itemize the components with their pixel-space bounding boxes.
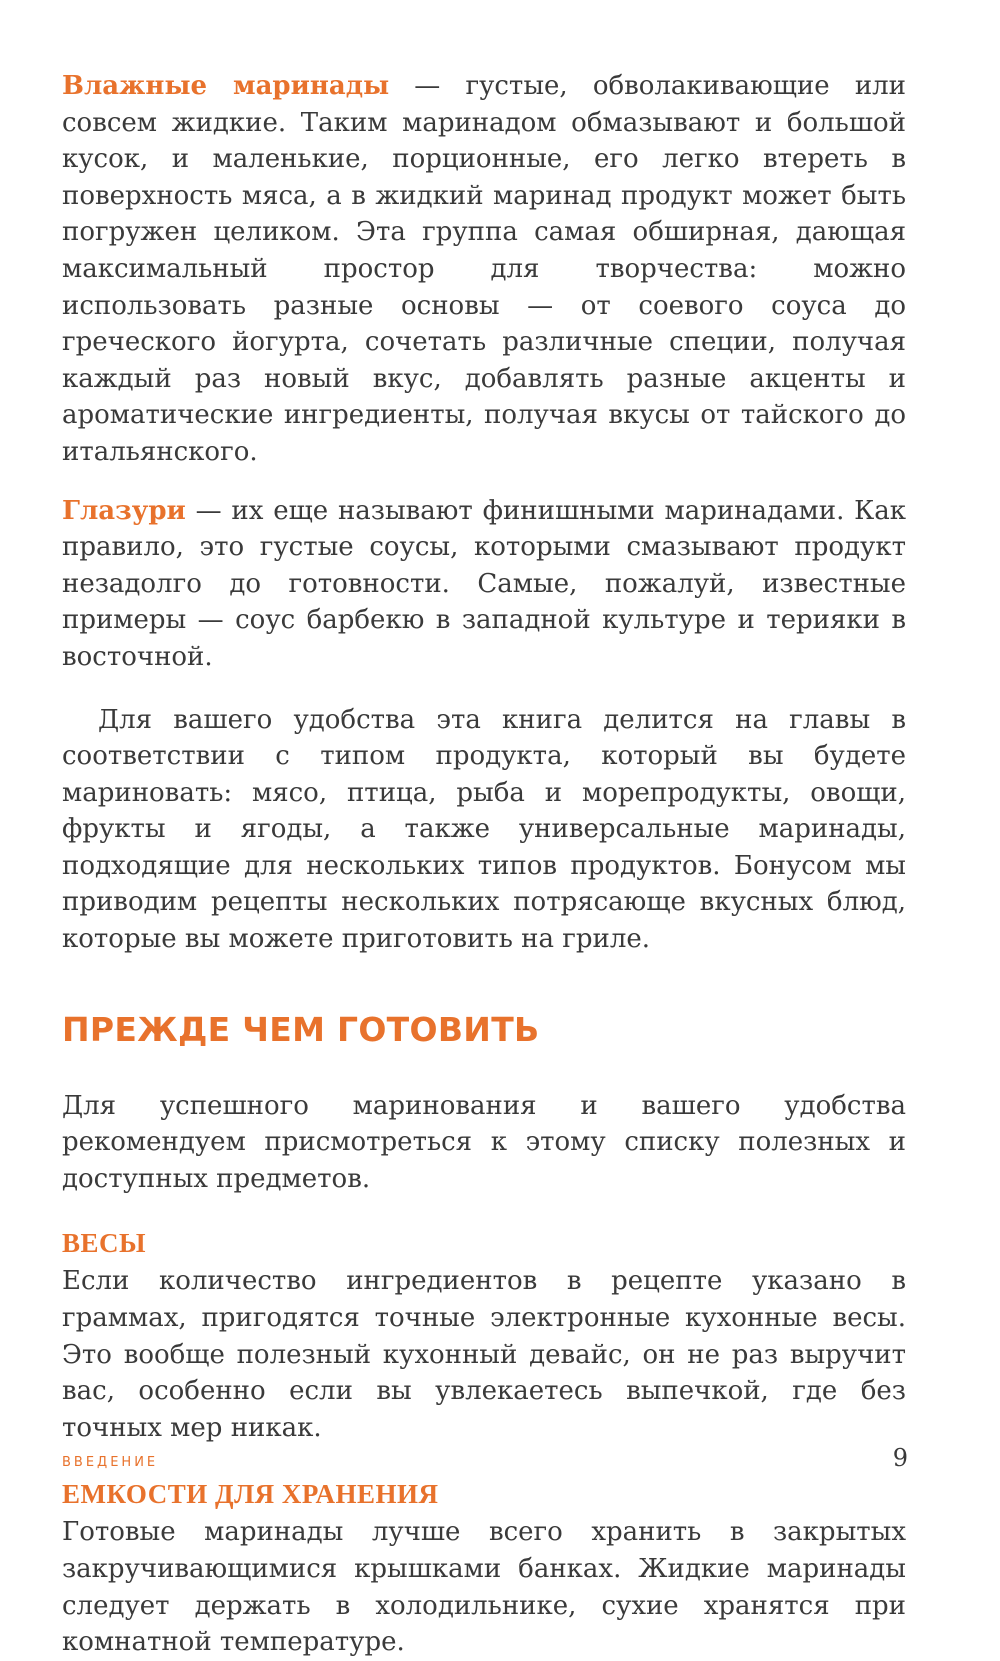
section-intro: Для успешного маринования и вашего удобства рекомендуем присмотреться к этому списку полезных и доступных предметов.: [62, 1090, 906, 1194]
scales-text: Если количество ингредиентов в рецепте указано в граммах, пригодятся точные электронные кухонные весы. Это вообще полезный кухонный девайс, он не раз выручит вас, особенно если вы увлекаетесь выпечкой, где без точных мер никак.: [62, 1266, 906, 1443]
paragraph-glazes-text: — их еще называют финишными маринадами. Как правило, это густые соусы, которыми смазывают продукт незадолго до готовности. Самые, пожалуй, известные примеры — соус барбекю в западной культуре и терияки в восточной.: [62, 495, 906, 672]
running-footer-section: ВВЕДЕНИЕ: [62, 1455, 159, 1470]
paragraph-wet-marinades-text: — густые, обволакивающие или совсем жидкие. Таким маринадом обмазывают и большой кусок, и маленькие, порционные, его легко втереть в поверхность мяса, а в жидкий маринад продукт может быть погружен целиком. Эта группа самая обширная, дающая максимальный простор для творчества: можно использовать разные основы — от соевого соуса до греческого йогурта, сочетать различные специи, получая каждый раз новый вкус, добавлять разные акценты и ароматические ингредиенты, получая вкусы от тайского до итальянского.: [62, 71, 906, 467]
subheading-scales: ВЕСЫ: [62, 1228, 147, 1259]
page-number: 9: [892, 1444, 908, 1472]
page-content: [62, 68, 906, 1661]
paragraph-wet-marinades: [62, 68, 906, 471]
subheading-storage: ЕМКОСТИ ДЛЯ ХРАНЕНИЯ: [62, 1479, 439, 1510]
section-title: ПРЕЖДЕ ЧЕМ ГОТОВИТЬ: [62, 1009, 540, 1049]
paragraph-book-structure: Для вашего удобства эта книга делится на главы в соответствии с типом продукта, который вы будете мариновать: мясо, птица, рыба и морепродукты, овощи, фрукты и ягоды, а также универсальные маринады, подходящие для нескольких типов продуктов. Бонусом мы приводим рецепты нескольких потрясающе вкусных блюд, которые вы можете приготовить на гриле.: [62, 704, 906, 955]
paragraph-glazes: [62, 493, 906, 676]
term-glazes: Глазури: [62, 495, 186, 526]
term-wet-marinades: Влажные маринады: [62, 71, 390, 101]
storage-text: Готовые маринады лучше всего хранить в закрытых закручивающимися крышками банках. Жидкие маринады следует держать в холодильнике, сухие хранятся при комнатной температуре.: [62, 1517, 906, 1658]
